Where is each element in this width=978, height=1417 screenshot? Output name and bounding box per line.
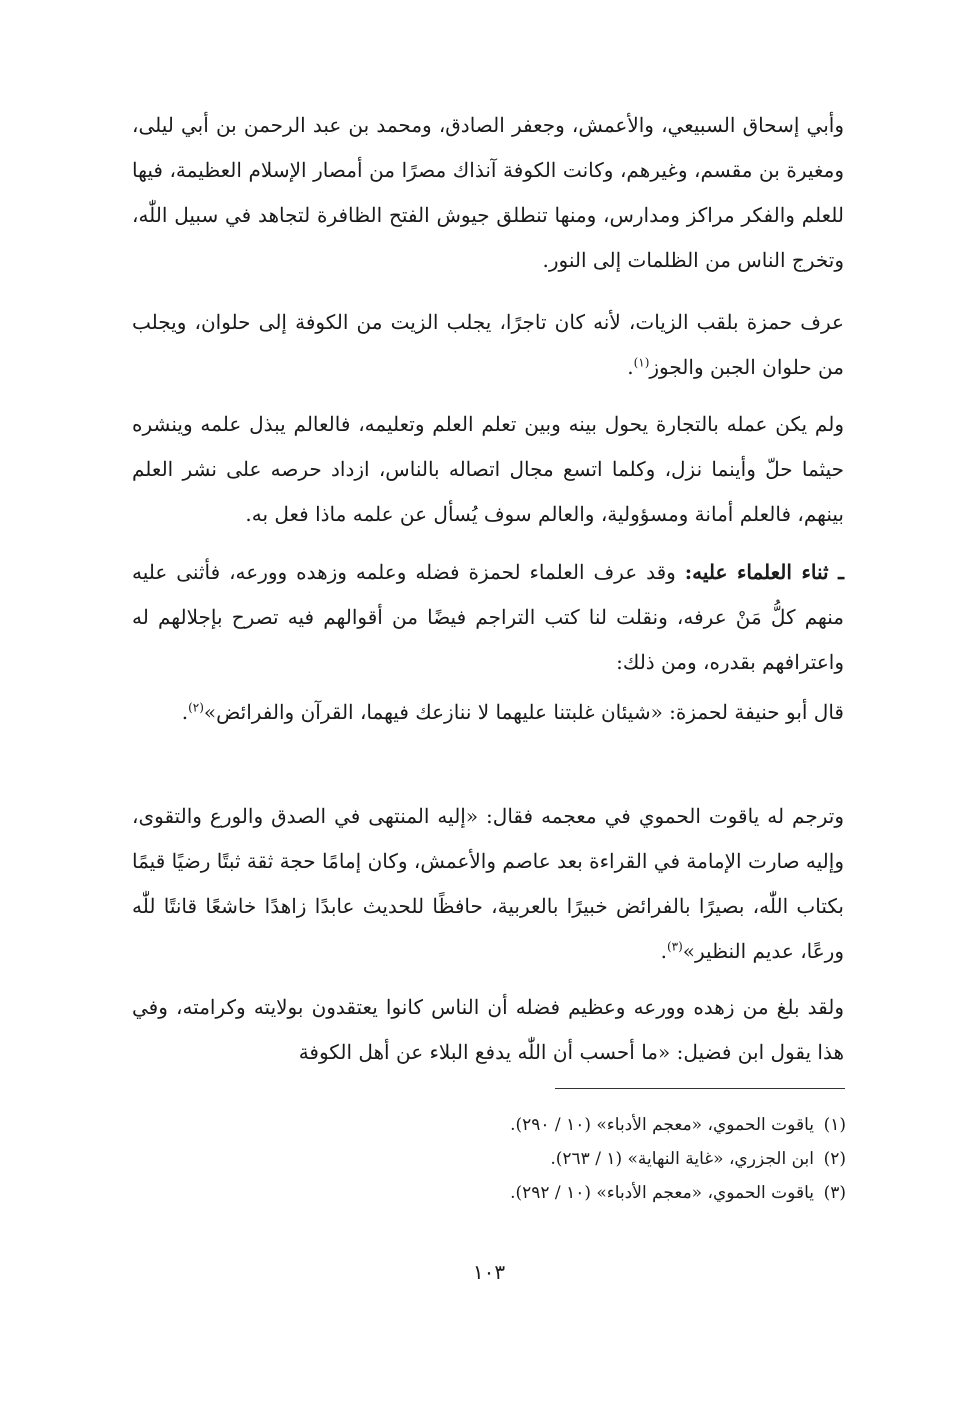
- footnote-divider: [555, 1088, 845, 1089]
- paragraph-6-end: .: [660, 939, 667, 963]
- footnote-number: (٣): [823, 1183, 846, 1203]
- paragraph-1-text: وأبي إسحاق السبيعي، والأعمش، وجعفر الصادق، ومحمد بن عبد الرحمن بن أبي ليلى، ومغيرة بن مقسم، وغيرهم، وكانت الكوفة آنذاك مصرًا من أمصار الإسلام العظيمة، فيها للعلم والفكر مراكز ومدارس، ومنها تنطلق جيوش الفتح الظافرة لتجاهد في سبيل اللّٰه، وتخرج الناس من الظلمات إلى النور.: [132, 113, 844, 272]
- paragraph-2-body: [132, 300, 844, 390]
- footnote-1: [346, 1108, 846, 1142]
- paragraph-3: [132, 402, 844, 537]
- paragraph-6-body: [132, 794, 844, 974]
- paragraph-6: [132, 794, 844, 974]
- paragraph-3-text: ولم يكن عمله بالتجارة يحول بينه وبين تعلم العلم وتعليمه، فالعالم يبذل علمه وينشره حيثما حلّ وأينما نزل، وكلما اتسع مجال اتصاله بالناس، ازداد حرصه على نشر العلم بينهم، فالعلم أمانة ومسؤولية، والعالم سوف يُسأل عن علمه ماذا فعل به.: [132, 412, 844, 526]
- paragraph-2: [132, 300, 844, 390]
- paragraph-7: [132, 985, 844, 1075]
- footnote-text: ياقوت الحموي، «معجم الأدباء» (١٠ / ٢٩٢).: [510, 1183, 814, 1203]
- paragraph-7-text: ولقد بلغ من زهده وورعه وعظيم فضله أن الناس كانوا يعتقدون بولايته وكرامته، وفي هذا يقول ابن فضيل: «ما أحسب أن اللّٰه يدفع البلاء عن أهل الكوفة: [132, 995, 844, 1064]
- footnote-number: (٢): [823, 1149, 846, 1169]
- footnote-ref-2[interactable]: (٢): [188, 700, 204, 715]
- page-number: ١٠٣: [472, 1260, 506, 1284]
- paragraph-5: [132, 690, 844, 735]
- paragraph-4-body: [132, 550, 844, 685]
- paragraph-2-text: عرف حمزة بلقب الزيات، لأنه كان تاجرًا، يجلب الزيت من الكوفة إلى حلوان، ويجلب من حلوان الجبن والجوز: [132, 310, 844, 379]
- paragraph-5-text: قال أبو حنيفة لحمزة: «شيئان غلبتنا عليهما لا ننازعك فيهما، القرآن والفرائض»: [203, 700, 844, 724]
- section-heading: ـ ثناء العلماء عليه:: [684, 560, 844, 584]
- paragraph-5-end: .: [181, 700, 189, 724]
- paragraph-6-text: وترجم له ياقوت الحموي في معجمه فقال: «إليه المنتهى في الصدق والورع والتقوى، وإليه صارت الإمامة في القراءة بعد عاصم والأعمش، وكان إمامًا حجة ثقة ثبتًا رضيًا قيمًا بكتاب اللّٰه، بصيرًا بالفرائض خبيرًا بالعربية، حافظًا للحديث عابدًا زاهدًا خاشعًا قانتًا للّٰه ورعًا، عديم النظير»: [132, 804, 844, 963]
- footnote-ref-3[interactable]: (٣): [666, 939, 683, 954]
- paragraph-5-body: [132, 690, 844, 735]
- footnotes: [346, 1108, 846, 1210]
- paragraph-4: [132, 550, 844, 685]
- footnote-text: ياقوت الحموي، «معجم الأدباء» (١٠ / ٢٩٠).: [510, 1115, 814, 1135]
- paragraph-4-text: وقد عرف العلماء لحمزة فضله وعلمه وزهده وورعه، فأثنى عليه منهم كلُّ مَنْ عرفه، ونقلت لنا كتب التراجم فيضًا من أقوالهم فيه تصرح بإجلالهم له واعترافهم بقدره، ومن ذلك:: [132, 560, 844, 674]
- paragraph-2-end: .: [627, 355, 634, 379]
- footnote-ref-1[interactable]: (١): [633, 355, 650, 370]
- paragraph-1: [132, 103, 844, 283]
- footnote-number: (١): [823, 1115, 846, 1135]
- footnote-text: ابن الجزري، «غاية النهاية» (١ / ٢٦٣).: [550, 1149, 814, 1169]
- footnote-2: [346, 1142, 846, 1176]
- footnote-3: [346, 1176, 846, 1210]
